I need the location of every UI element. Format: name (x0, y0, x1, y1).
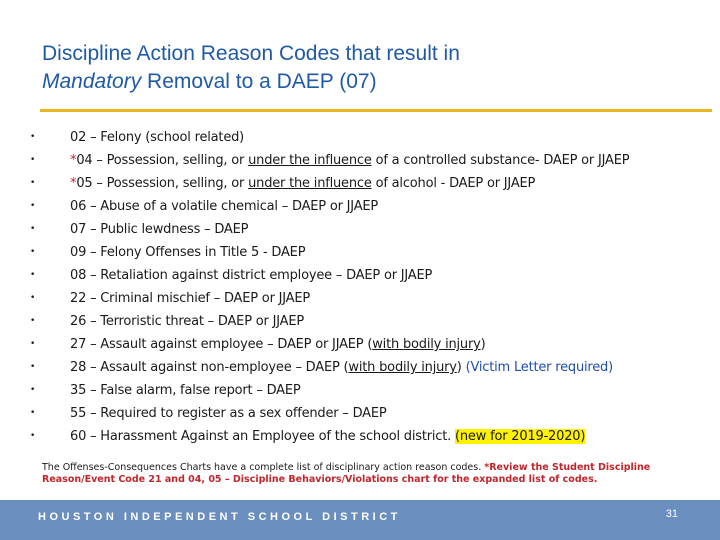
bullet-icon: • (30, 247, 36, 257)
item-text: 06 – Abuse of a volatile chemical – DAEP or JJAEP (70, 199, 379, 214)
list-item-text (70, 149, 629, 172)
item-text: 08 – Retaliation against district employee – DAEP or JJAEP (70, 268, 433, 283)
slide-title (42, 40, 682, 96)
list-item-text (70, 218, 248, 241)
list-item-text (70, 425, 585, 448)
reason-code-list (30, 126, 710, 448)
footer-bar (0, 500, 720, 540)
list-item (30, 241, 710, 264)
list-item-text (70, 310, 304, 333)
title-divider (40, 109, 712, 112)
bullet-icon: • (30, 316, 36, 326)
bullet-icon: • (30, 132, 36, 142)
bullet-icon: • (30, 339, 36, 349)
list-item (30, 195, 710, 218)
item-text: 07 – Public lewdness – DAEP (70, 222, 249, 237)
district-name: HOUSTON INDEPENDENT SCHOOL DISTRICT (38, 511, 401, 523)
bullet-icon: • (30, 385, 36, 395)
title-line-2 (42, 68, 682, 96)
bullet-icon: • (30, 178, 36, 188)
asterisk-marker: * (70, 176, 77, 191)
list-item-text (70, 264, 432, 287)
bullet-icon: • (30, 224, 36, 234)
item-text: 22 – Criminal mischief – DAEP or JJAEP (70, 291, 311, 306)
list-item (30, 402, 710, 425)
list-item (30, 425, 710, 448)
underlined-text: under the influence (248, 176, 372, 191)
list-item-text (70, 356, 613, 379)
item-text-end: ) (480, 337, 486, 352)
list-item (30, 333, 710, 356)
list-item-text (70, 241, 305, 264)
bullet-icon: • (30, 293, 36, 303)
list-item-text (70, 287, 310, 310)
asterisk-marker: * (70, 153, 77, 168)
item-text: 60 – Harassment Against an Employee of the school district. (70, 429, 455, 444)
list-item (30, 149, 710, 172)
underlined-text: under the influence (248, 153, 372, 168)
list-item (30, 264, 710, 287)
bullet-icon: • (30, 408, 36, 418)
item-text: 35 – False alarm, false report – DAEP (70, 383, 301, 398)
list-item (30, 310, 710, 333)
list-item-text (70, 402, 387, 425)
title-line-2-rest: Removal to a DAEP (07) (141, 70, 377, 93)
victim-letter-note: (Victim Letter required) (465, 360, 613, 375)
bullet-icon: • (30, 155, 36, 165)
underlined-text: with bodily injury (348, 360, 457, 375)
footnote-text: The Offenses-Consequences Charts have a complete list of disciplinary action reason codes. (42, 462, 485, 473)
bullet-icon: • (30, 270, 36, 280)
underlined-text: with bodily injury (372, 337, 481, 352)
title-emphasis: Mandatory (42, 70, 142, 93)
list-item-text (70, 172, 535, 195)
list-item (30, 126, 710, 149)
new-badge: (new for 2019-2020) (455, 429, 586, 444)
item-text-end: of a controlled substance- DAEP or JJAEP (371, 153, 630, 168)
title-line-1: Discipline Action Reason Codes that result in (42, 42, 460, 65)
list-item (30, 356, 710, 379)
item-text: 55 – Required to register as a sex offender – DAEP (70, 406, 387, 421)
item-text: 28 – Assault against non-employee – DAEP ( (70, 360, 349, 375)
list-item-text (70, 195, 378, 218)
item-text-end: ) (456, 360, 466, 375)
item-text: 02 – Felony (school related) (70, 130, 245, 145)
footnote (42, 462, 682, 486)
list-item (30, 287, 710, 310)
item-text: 09 – Felony Offenses in Title 5 - DAEP (70, 245, 306, 260)
list-item-text (70, 333, 486, 356)
item-text: 26 – Terroristic threat – DAEP or JJAEP (70, 314, 304, 329)
item-text-end: of alcohol - DAEP or JJAEP (371, 176, 536, 191)
bullet-icon: • (30, 431, 36, 441)
list-item (30, 218, 710, 241)
item-text: 04 – Possession, selling, or (76, 153, 249, 168)
list-item-text (70, 379, 301, 402)
list-item (30, 172, 710, 195)
list-item-text (70, 126, 244, 149)
footnote-review-note: *Review the Student Discipline Reason/Event Code 21 and 04, 05 – Discipline Behaviors/Violations chart for the expanded list of codes. (42, 462, 651, 485)
bullet-icon: • (30, 362, 36, 372)
item-text: 27 – Assault against employee – DAEP or JJAEP ( (70, 337, 373, 352)
list-item (30, 379, 710, 402)
bullet-icon: • (30, 201, 36, 211)
item-text: 05 – Possession, selling, or (76, 176, 249, 191)
page-number: 31 (665, 508, 678, 520)
